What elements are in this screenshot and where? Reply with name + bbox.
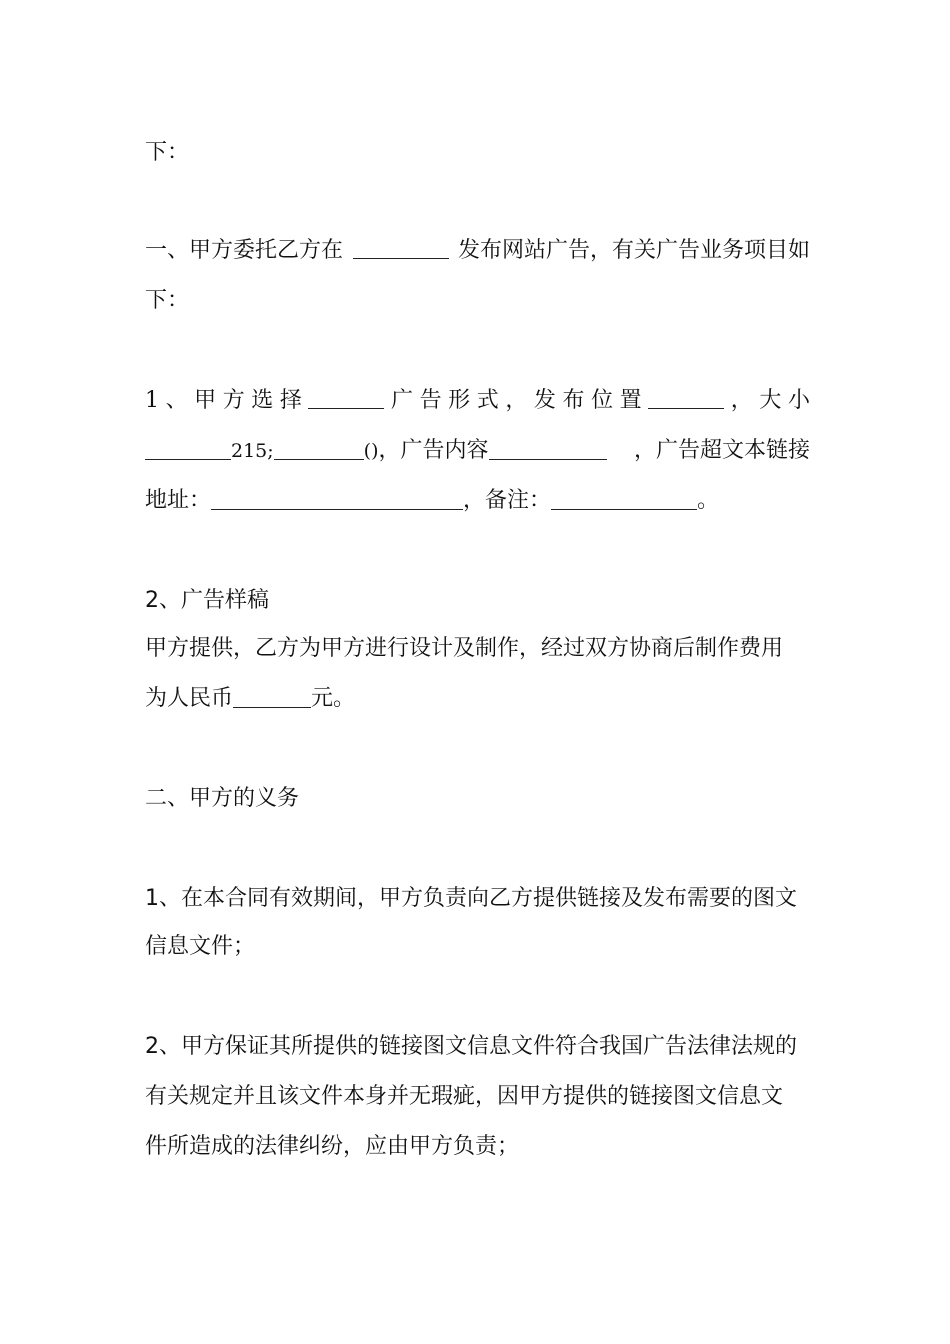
item-1-line-2 xyxy=(145,436,810,466)
char: 形 xyxy=(448,388,471,413)
fill-in-blank[interactable] xyxy=(274,437,364,460)
text: 信息文件； xyxy=(145,934,256,959)
paragraph-line xyxy=(145,1082,810,1112)
section-heading-1 xyxy=(145,236,810,266)
paragraph-line xyxy=(145,138,810,168)
text: () xyxy=(363,440,379,462)
text: 一、甲方委托乙方在 xyxy=(145,238,344,263)
text: 二、甲方的义务 xyxy=(145,786,300,811)
text: 下： xyxy=(145,288,190,313)
fill-in-blank[interactable] xyxy=(211,487,463,510)
section-heading-2 xyxy=(145,784,810,814)
char: 告 xyxy=(419,388,442,413)
char: 方 xyxy=(222,388,245,413)
text: 下： xyxy=(145,140,190,165)
paragraph-line xyxy=(145,932,810,962)
text: 地址： xyxy=(145,488,212,513)
char: 小 xyxy=(787,388,810,413)
fill-in-blank[interactable] xyxy=(233,685,311,708)
char: ， xyxy=(730,388,753,413)
text: 元。 xyxy=(311,686,356,711)
char: 甲 xyxy=(194,388,217,413)
paragraph-line xyxy=(145,634,810,664)
paragraph-line xyxy=(145,286,810,316)
text: ，广告内容 xyxy=(378,438,489,463)
char: 位 xyxy=(591,388,614,413)
text: 为人民币 xyxy=(145,686,234,711)
item-number: 1 xyxy=(145,388,159,413)
text: 有关规定并且该文件本身并无瑕疵，因甲方提供的链接图文信息文 xyxy=(145,1084,784,1109)
fill-in-blank[interactable] xyxy=(489,437,607,460)
char: ， xyxy=(505,388,528,413)
fill-in-blank[interactable] xyxy=(648,386,724,409)
text: 1、在本合同有效期间，甲方负责向乙方提供链接及发布需要的图文 xyxy=(145,886,797,911)
char: 式 xyxy=(476,388,499,413)
item-1-line-3 xyxy=(145,486,810,516)
text: 件所造成的法律纠纷，应由甲方负责； xyxy=(145,1134,520,1159)
fill-in-blank[interactable] xyxy=(551,487,697,510)
text: ，备注： xyxy=(463,488,552,513)
text: 2、广告样稿 xyxy=(145,588,269,613)
paragraph-line xyxy=(145,684,810,714)
paragraph-line xyxy=(145,1132,810,1162)
char: 、 xyxy=(165,388,188,413)
char: 大 xyxy=(759,388,782,413)
text: 215; xyxy=(231,440,274,462)
text: 甲方提供，乙方为甲方进行设计及制作，经过双方协商后制作费用 xyxy=(145,636,784,661)
char: 广 xyxy=(391,388,414,413)
char: 选 xyxy=(251,388,274,413)
item-1-line xyxy=(145,386,810,416)
char: 布 xyxy=(562,388,585,413)
fill-in-blank[interactable] xyxy=(308,386,384,409)
paragraph-line xyxy=(145,1032,810,1062)
text: 。 xyxy=(697,488,720,513)
item-2-heading xyxy=(145,586,810,616)
char: 发 xyxy=(533,388,556,413)
text: ，广告超文本链接 xyxy=(633,438,810,463)
char: 置 xyxy=(619,388,642,413)
fill-in-blank[interactable] xyxy=(353,236,449,259)
text: 2、甲方保证其所提供的链接图文信息文件符合我国广告法律法规的 xyxy=(145,1034,797,1059)
char: 择 xyxy=(279,388,302,413)
fill-in-blank[interactable] xyxy=(145,437,231,460)
text: 发布网站广告，有关广告业务项目如 xyxy=(457,238,810,263)
paragraph-line xyxy=(145,884,810,914)
